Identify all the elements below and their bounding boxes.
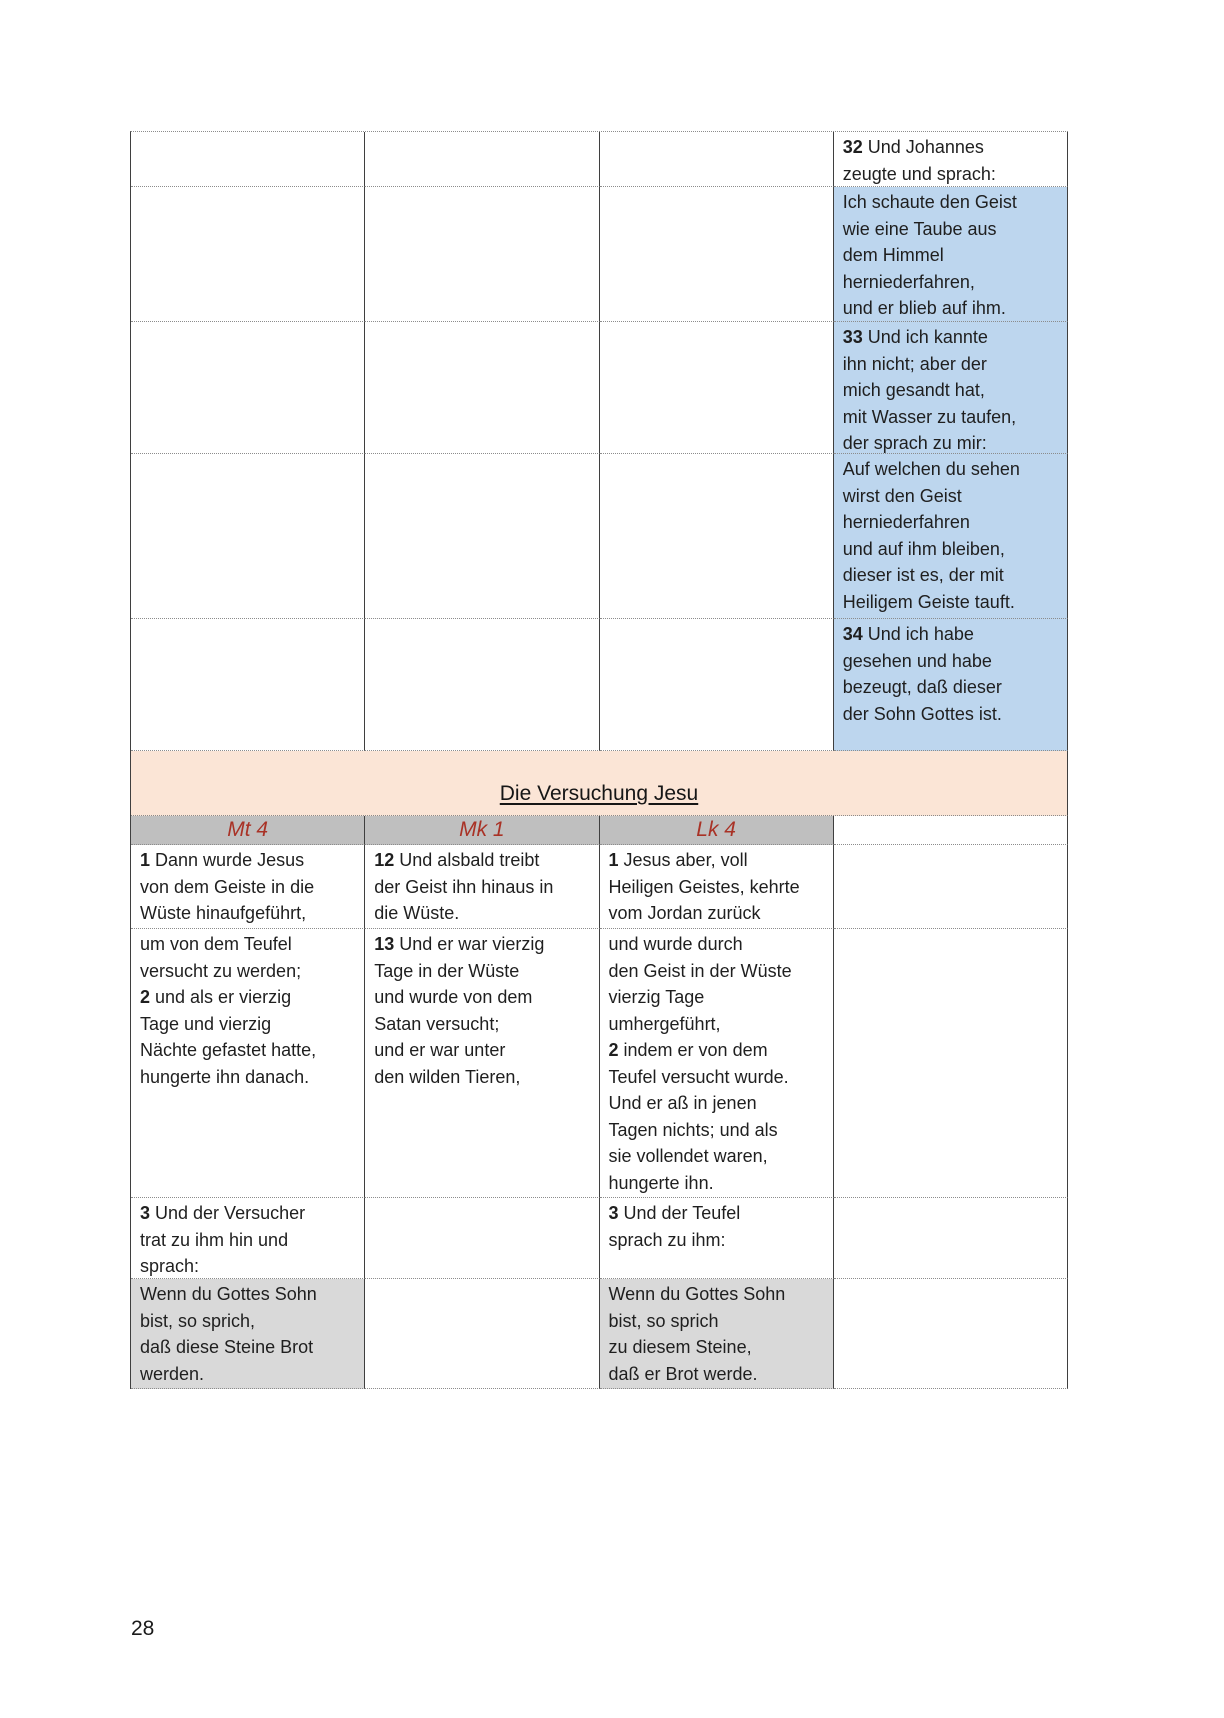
table-cell	[834, 845, 1068, 929]
table-cell-lk-2: und wurde durch den Geist in der Wüste vierzig Tage umhergeführt, 2 indem er von dem Teufel versucht wurde. Und er aß in jenen Tagen nichts; und als sie vollendet waren, hungerte ihn.	[600, 929, 834, 1198]
table-cell	[600, 322, 834, 454]
table-cell-joh-33: 33 Und ich kannte ihn nicht; aber der mich gesandt hat, mit Wasser zu taufen, der sprach zu mir:	[834, 322, 1068, 454]
table-cell-mt-3: 3 Und der Versucher trat zu ihm hin und sprach:	[131, 1198, 365, 1279]
synopsis-table	[130, 131, 1068, 1389]
table-cell-joh-quote-2: Auf welchen du sehen wirst den Geist herniederfahren und auf ihm bleiben, dieser ist es, der mit Heiligem Geiste tauft.	[834, 454, 1068, 619]
table-cell-mt-2: um von dem Teufel versucht zu werden; 2 und als er vierzig Tage und vierzig Nächte gefastet hatte, hungerte ihn danach.	[131, 929, 365, 1198]
table-cell-mt-1: 1 Dann wurde Jesus von dem Geiste in die Wüste hinaufgeführt,	[131, 845, 365, 929]
table-cell	[834, 929, 1068, 1198]
table-cell-joh-32: 32 Und Johannes zeugte und sprach:	[834, 132, 1068, 187]
section-title-band	[131, 751, 1068, 816]
table-row	[131, 1198, 1068, 1279]
table-cell	[365, 187, 599, 322]
column-header-mt4: Mt 4	[131, 816, 365, 845]
column-header-empty	[834, 816, 1068, 845]
table-cell	[131, 322, 365, 454]
page-number: 28	[131, 1617, 155, 1640]
table-cell	[365, 454, 599, 619]
table-row	[131, 454, 1068, 619]
table-row	[131, 322, 1068, 454]
table-cell-joh-quote-1: Ich schaute den Geist wie eine Taube aus dem Himmel herniederfahren, und er blieb auf ihm.	[834, 187, 1068, 322]
table-cell	[365, 322, 599, 454]
column-header-lk4: Lk 4	[600, 816, 834, 845]
table-cell	[131, 132, 365, 187]
table-cell	[365, 619, 599, 751]
table-cell	[600, 619, 834, 751]
table-cell	[365, 132, 599, 187]
column-header-mk1: Mk 1	[365, 816, 599, 845]
table-cell	[131, 454, 365, 619]
table-cell-lk-3: 3 Und der Teufel sprach zu ihm:	[600, 1198, 834, 1279]
section-title: Die Versuchung Jesu	[499, 782, 699, 805]
table-cell-mk-13: 13 Und er war vierzig Tage in der Wüste und wurde von dem Satan versucht; und er war unter den wilden Tieren,	[365, 929, 599, 1198]
table-cell	[600, 132, 834, 187]
table-cell	[600, 187, 834, 322]
table-cell-mk-12: 12 Und alsbald treibt der Geist ihn hinaus in die Wüste.	[365, 845, 599, 929]
table-cell	[365, 1198, 599, 1279]
column-header-row	[131, 816, 1068, 845]
table-cell	[834, 1198, 1068, 1279]
table-row	[131, 845, 1068, 929]
table-cell	[365, 1279, 599, 1389]
table-cell-lk-1: 1 Jesus aber, voll Heiligen Geistes, kehrte vom Jordan zurück	[600, 845, 834, 929]
table-row	[131, 1279, 1068, 1389]
table-cell-lk-quote: Wenn du Gottes Sohn bist, so sprich zu diesem Steine, daß er Brot werde.	[600, 1279, 834, 1389]
table-cell-mt-quote: Wenn du Gottes Sohn bist, so sprich, daß diese Steine Brot werden.	[131, 1279, 365, 1389]
table-row	[131, 619, 1068, 751]
table-cell	[131, 619, 365, 751]
table-cell	[600, 454, 834, 619]
table-cell-joh-34: 34 Und ich habe gesehen und habe bezeugt, daß dieser der Sohn Gottes ist.	[834, 619, 1068, 751]
table-cell	[834, 1279, 1068, 1389]
table-row	[131, 187, 1068, 322]
table-cell	[131, 187, 365, 322]
table-row	[131, 929, 1068, 1198]
table-row	[131, 132, 1068, 187]
